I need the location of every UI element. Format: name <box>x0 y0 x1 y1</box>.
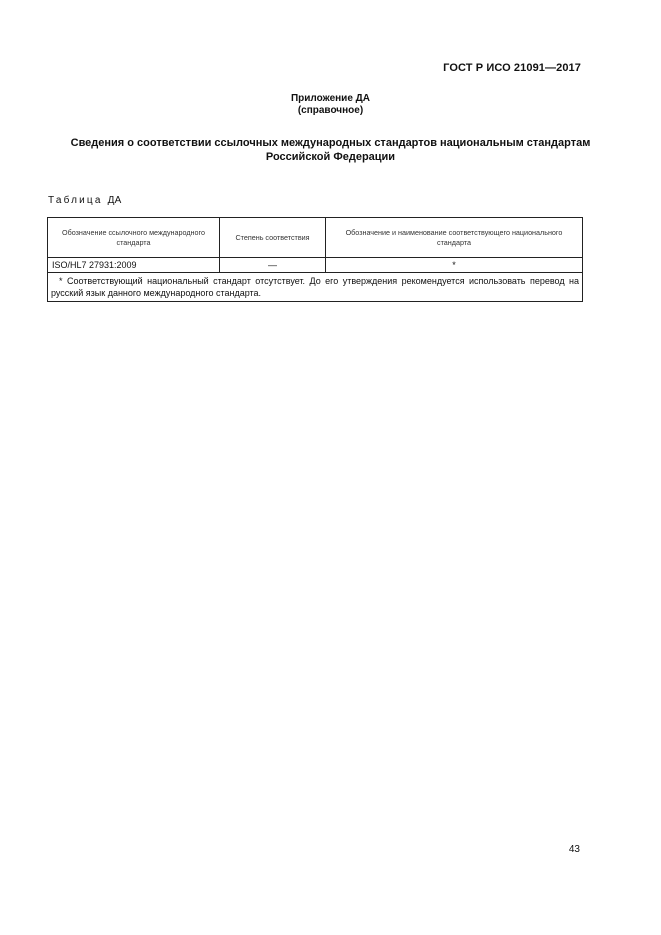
document-code: ГОСТ Р ИСО 21091—2017 <box>443 62 581 74</box>
table-caption-prefix: Таблица <box>48 195 103 206</box>
table-note-cell <box>48 273 583 302</box>
table-header-row <box>48 218 583 258</box>
page-number: 43 <box>568 844 580 855</box>
annex-title: Приложение ДА <box>290 93 371 104</box>
section-title-line-1: Сведения о соответствии ссылочных международных стандартов национальным стандартам <box>70 137 591 149</box>
table-caption-id: ДА <box>107 195 122 206</box>
table-caption <box>48 195 121 206</box>
cell-international-standard: ISO/HL7 27931:2009 <box>48 258 220 273</box>
cell-degree-of-conformity: — <box>220 258 326 273</box>
header-degree-of-conformity: Степень соответствия <box>220 218 326 258</box>
annex-subtitle: (справочное) <box>297 105 364 116</box>
annex-heading <box>0 93 661 117</box>
header-national-standard: Обозначение и наименование соответствующего национального стандарта <box>326 218 583 258</box>
cell-national-standard: * <box>326 258 583 273</box>
table-note-row <box>48 273 583 302</box>
standards-correspondence-table <box>47 217 583 302</box>
section-title-line-2: Российской Федерации <box>265 151 396 163</box>
section-title <box>40 136 621 164</box>
header-international-standard: Обозначение ссылочного международного стандарта <box>48 218 220 258</box>
table-note: * Соответствующий национальный стандарт отсутствует. До его утверждения рекомендуется использовать перевод на русский язык данного международного стандарта. <box>51 276 579 298</box>
table-row <box>48 258 583 273</box>
